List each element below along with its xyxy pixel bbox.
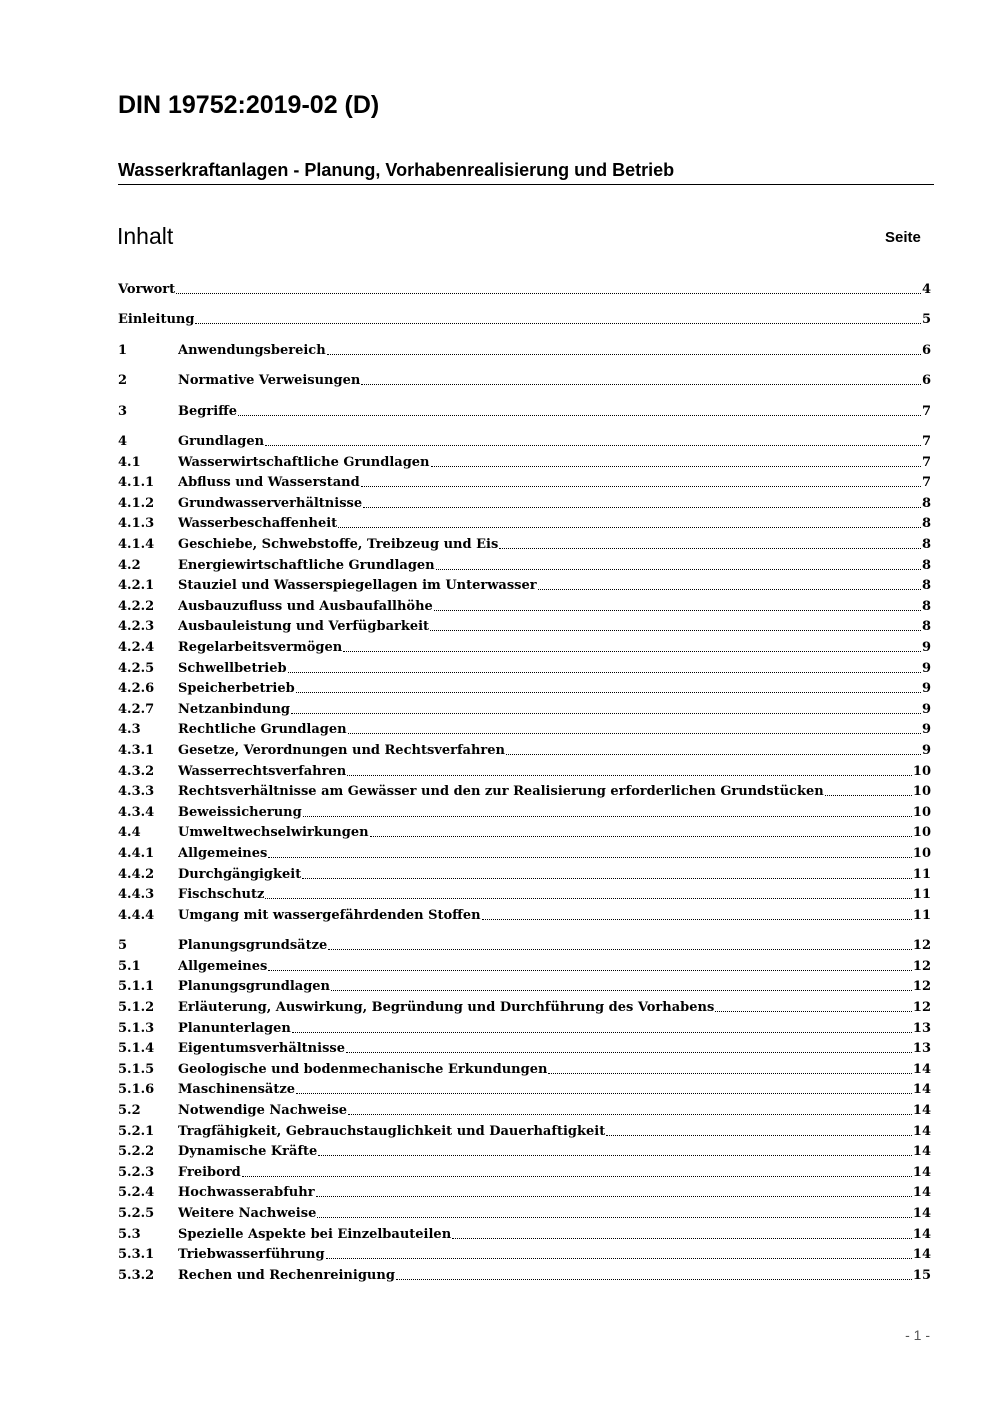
toc-dot-leader: [361, 383, 921, 385]
toc-entry[interactable]: [118, 1080, 931, 1100]
toc-entry-title: Beweissicherung: [178, 804, 302, 820]
toc-entry-page: 8: [921, 537, 931, 552]
toc-entry-number: 4.2.6: [118, 681, 155, 697]
toc-entry-page: 7: [921, 454, 931, 470]
toc-entry-number: 4.3: [118, 722, 141, 738]
toc-dot-leader: [363, 506, 921, 508]
toc-entry-number: 5.2.2: [118, 1144, 155, 1160]
toc-entry-number: 4.4.2: [118, 866, 155, 882]
toc-entry-page: 14: [912, 1185, 931, 1201]
toc-entry-page: 14: [912, 1061, 931, 1077]
toc-dot-leader: [296, 691, 921, 693]
toc-entry[interactable]: [118, 803, 931, 823]
toc-dot-leader: [548, 1072, 911, 1074]
toc-entry[interactable]: [118, 720, 931, 740]
toc-entry-title: Hochwasserabfuhr: [178, 1185, 315, 1201]
toc-entry[interactable]: [118, 679, 931, 699]
toc-entry-page: 13: [912, 1041, 931, 1057]
toc-entry[interactable]: [118, 638, 931, 658]
toc-entry-title: Geologische und bodenmechanische Erkundungen: [178, 1061, 548, 1077]
toc-entry-number: 5.1.5: [118, 1061, 155, 1077]
toc-dot-leader: [242, 1175, 912, 1177]
toc-entry-number: 4.1.3: [118, 516, 155, 532]
toc-entry-title: Planungsgrundsätze: [178, 938, 328, 954]
toc-dot-leader: [434, 609, 921, 611]
toc-entry[interactable]: [118, 1060, 931, 1080]
toc-dot-leader: [268, 856, 912, 858]
toc-entry-page: 14: [912, 1226, 931, 1242]
toc-dot-leader: [292, 1031, 912, 1033]
toc-entry-title: Weitere Nachweise: [178, 1206, 317, 1221]
toc-entry-title: Grundwasserverhältnisse: [178, 495, 363, 511]
toc-entry-title: Planungsgrundlagen: [178, 979, 331, 995]
toc-entry[interactable]: [118, 936, 931, 956]
toc-entry-title: Allgemeines: [178, 846, 268, 861]
toc-entry-title: Ausbauzufluss und Ausbaufallhöhe: [178, 598, 433, 614]
document-title: DIN 19752:2019-02 (D): [118, 91, 380, 119]
toc-entry-title: Regelarbeitsvermögen: [178, 640, 343, 655]
toc-entry-number: 4.2.2: [118, 598, 155, 614]
toc-dot-leader: [606, 1134, 912, 1136]
toc-entry-title: Allgemeines: [178, 958, 268, 974]
toc-entry-title: Umweltwechselwirkungen: [178, 825, 369, 841]
toc-dot-leader: [328, 948, 912, 950]
toc-dot-leader: [346, 1051, 912, 1053]
toc-entry-page: 11: [912, 887, 931, 903]
toc-entry-number: 5.1.1: [118, 979, 155, 995]
toc-entry-title: Gesetze, Verordnungen und Rechtsverfahren: [178, 743, 505, 758]
toc-entry-title: Umgang mit wassergefährdenden Stoffen: [178, 907, 481, 923]
toc-entry-number: 5.1: [118, 958, 141, 974]
toc-entry-page: 9: [921, 722, 931, 738]
toc-dot-leader: [343, 650, 921, 652]
toc-dot-leader: [338, 526, 921, 528]
toc-dot-leader: [499, 547, 921, 549]
toc-dot-leader: [370, 835, 912, 837]
toc-entry-title: Normative Verweisungen: [178, 373, 361, 389]
toc-entry-title: Freibord: [178, 1164, 241, 1180]
toc-entry[interactable]: [118, 659, 931, 679]
toc-entry-number: 5.2: [118, 1103, 141, 1118]
toc-dot-leader: [316, 1195, 912, 1197]
toc-dot-leader: [348, 1113, 912, 1115]
toc-dot-leader: [396, 1278, 912, 1280]
toc-entry-page: 11: [912, 866, 931, 882]
toc-entry-title: Begriffe: [178, 403, 238, 419]
toc-entry-title: Anwendungsbereich: [178, 342, 326, 358]
toc-entry-page: 11: [912, 907, 931, 923]
toc-entry[interactable]: [118, 782, 931, 802]
toc-entry-page: 6: [921, 342, 931, 358]
toc-dot-leader: [326, 1257, 912, 1259]
toc-entry-number: 4.4: [118, 825, 141, 841]
toc-entry-number: 4.4.3: [118, 887, 155, 903]
toc-entry-page: 14: [912, 1164, 931, 1180]
toc-entry-title: Planunterlagen: [178, 1020, 291, 1036]
toc-entry[interactable]: [118, 906, 931, 926]
page-column-label: Seite: [885, 229, 921, 246]
toc-dot-leader: [317, 1216, 912, 1218]
toc-entry-page: 5: [921, 312, 931, 328]
toc-entry[interactable]: [118, 597, 931, 617]
toc-entry[interactable]: [118, 1183, 931, 1203]
toc-entry[interactable]: [118, 1019, 931, 1039]
toc-entry-page: 14: [912, 1247, 931, 1263]
toc-dot-leader: [303, 815, 912, 817]
toc-entry-page: 10: [912, 846, 931, 861]
toc-entry-title: Fischschutz: [178, 887, 265, 903]
toc-entry-title: Abfluss und Wasserstand: [178, 475, 360, 491]
toc-entry-page: 9: [921, 743, 931, 758]
toc-dot-leader: [265, 897, 912, 899]
toc-entry-number: 5.2.1: [118, 1123, 155, 1139]
toc-dot-leader: [238, 414, 921, 416]
toc-entry[interactable]: [118, 453, 931, 473]
toc-entry-number: 4.1.1: [118, 475, 155, 491]
toc-entry-page: 10: [912, 825, 931, 841]
toc-entry[interactable]: [118, 556, 931, 576]
toc-entry-page: 7: [921, 403, 931, 419]
toc-entry-number: 4.2.5: [118, 660, 155, 676]
toc-entry-page: 14: [912, 1082, 931, 1098]
toc-entry-page: 6: [921, 373, 931, 389]
toc-entry[interactable]: [118, 865, 931, 885]
toc-entry-page: 7: [921, 434, 931, 449]
toc-entry-title: Vorwort: [118, 282, 176, 297]
toc-entry-title: Durchgängigkeit: [178, 866, 302, 882]
toc-entry[interactable]: [118, 700, 931, 720]
toc-dot-leader: [327, 353, 921, 355]
toc-entry[interactable]: [118, 1142, 931, 1162]
toc-entry-page: 8: [921, 495, 931, 511]
toc-entry-title: Notwendige Nachweise: [178, 1103, 348, 1118]
toc-entry[interactable]: [118, 1225, 931, 1245]
toc-entry-page: 14: [912, 1206, 931, 1221]
toc-entry-title: Erläuterung, Auswirkung, Begründung und Durchführung des Vorhabens: [178, 1000, 715, 1015]
toc-dot-leader: [482, 918, 912, 920]
toc-entry-page: 4: [921, 282, 931, 297]
toc-entry[interactable]: [118, 1266, 931, 1286]
toc-entry-number: 5.2.3: [118, 1164, 155, 1180]
toc-entry-title: Tragfähigkeit, Gebrauchstauglichkeit und Dauerhaftigkeit: [178, 1123, 606, 1139]
toc-entry-number: 2: [118, 373, 128, 389]
toc-entry-number: 4.3.2: [118, 763, 155, 779]
toc-entry-page: 8: [921, 516, 931, 532]
toc-entry-page: 10: [912, 784, 931, 800]
toc-entry-page: 8: [921, 557, 931, 573]
toc-entry[interactable]: [118, 341, 931, 361]
toc-entry[interactable]: [118, 310, 931, 330]
toc-entry[interactable]: [118, 844, 931, 864]
toc-entry-number: 4.4.4: [118, 907, 155, 923]
toc-entry-number: 4.3.1: [118, 743, 155, 758]
toc-dot-leader: [347, 774, 912, 776]
toc-dot-leader: [538, 588, 921, 590]
toc-entry-title: Eigentumsverhältnisse: [178, 1041, 345, 1057]
toc-entry-number: 4.2.7: [118, 701, 155, 717]
toc-entry[interactable]: [118, 402, 931, 422]
toc-dot-leader: [361, 485, 921, 487]
toc-dot-leader: [331, 989, 912, 991]
toc-entry[interactable]: [118, 823, 931, 843]
toc-entry[interactable]: [118, 977, 931, 997]
toc-entry-page: 12: [912, 979, 931, 995]
toc-entry-number: 5.1.3: [118, 1020, 155, 1036]
toc-dot-leader: [176, 292, 921, 294]
toc-entry-number: 5.2.5: [118, 1206, 155, 1221]
document-subtitle: Wasserkraftanlagen - Planung, Vorhabenrealisierung und Betrieb: [118, 158, 934, 185]
toc-entry-number: 4.2: [118, 557, 141, 573]
toc-entry[interactable]: [118, 885, 931, 905]
toc-dot-leader: [268, 969, 912, 971]
page-number-footer: - 1 -: [905, 1327, 930, 1343]
toc-entry[interactable]: [118, 1122, 931, 1142]
toc-entry[interactable]: [118, 535, 931, 555]
toc-entry[interactable]: [118, 473, 931, 493]
toc-entry-page: 14: [912, 1144, 931, 1160]
toc-entry-number: 4.2.1: [118, 578, 155, 594]
toc-entry[interactable]: [118, 762, 931, 782]
toc-dot-leader: [195, 322, 921, 324]
toc-entry[interactable]: [118, 280, 931, 300]
toc-dot-leader: [265, 444, 921, 446]
toc-dot-leader: [506, 753, 921, 755]
toc-entry-page: 8: [921, 619, 931, 635]
toc-entry-title: Rechtliche Grundlagen: [178, 722, 347, 738]
toc-entry-number: 4: [118, 434, 128, 449]
toc-entry-page: 9: [921, 681, 931, 697]
toc-dot-leader: [431, 465, 921, 467]
toc-entry-number: 5.2.4: [118, 1185, 155, 1201]
toc-entry-page: 14: [912, 1103, 931, 1118]
toc-entry-number: 5.1.6: [118, 1082, 155, 1098]
toc-entry-page: 9: [921, 640, 931, 655]
toc-entry-title: Maschinensätze: [178, 1082, 296, 1098]
toc-entry-title: Ausbauleistung und Verfügbarkeit: [178, 619, 430, 635]
toc-entry-page: 10: [912, 763, 931, 779]
toc-entry[interactable]: [118, 1163, 931, 1183]
toc-entry[interactable]: [118, 957, 931, 977]
toc-entry-number: 4.2.4: [118, 640, 155, 655]
toc-entry-page: 8: [921, 598, 931, 614]
toc-entry-number: 1: [118, 342, 128, 358]
toc-entry-page: 14: [912, 1123, 931, 1139]
toc-entry[interactable]: [118, 432, 931, 452]
toc-dot-leader: [715, 1010, 912, 1012]
toc-entry-title: Triebwasserführung: [178, 1247, 325, 1263]
toc-dot-leader: [825, 794, 912, 796]
toc-entry[interactable]: [118, 494, 931, 514]
toc-entry-page: 10: [912, 804, 931, 820]
toc-entry-number: 4.4.1: [118, 846, 155, 861]
toc-entry-title: Dynamische Kräfte: [178, 1144, 318, 1160]
toc-dot-leader: [302, 877, 912, 879]
toc-entry[interactable]: [118, 576, 931, 596]
toc-dot-leader: [318, 1154, 912, 1156]
toc-entry-number: 4.3.4: [118, 804, 155, 820]
toc-entry-title: Geschiebe, Schwebstoffe, Treibzeug und Eis: [178, 537, 499, 552]
toc-entry-title: Rechtsverhältnisse am Gewässer und den zur Realisierung erforderlichen Grundstücken: [178, 784, 824, 800]
toc-dot-leader: [296, 1092, 912, 1094]
toc-entry-title: Energiewirtschaftliche Grundlagen: [178, 557, 435, 573]
toc-entry-number: 5.3: [118, 1226, 141, 1242]
toc-entry[interactable]: [118, 1245, 931, 1265]
toc-entry-number: 5.3.2: [118, 1267, 155, 1283]
toc-entry-number: 4.1.2: [118, 495, 155, 511]
toc-entry-title: Stauziel und Wasserspiegellagen im Unterwasser: [178, 578, 537, 594]
toc-entry[interactable]: [118, 617, 931, 637]
toc-entry-title: Speicherbetrieb: [178, 681, 295, 697]
toc-entry-number: 4.1.4: [118, 537, 155, 552]
toc-entry-page: 15: [912, 1267, 931, 1283]
toc-dot-leader: [348, 732, 921, 734]
toc-entry-title: Wasserrechtsverfahren: [178, 763, 347, 779]
toc-entry[interactable]: [118, 998, 931, 1018]
toc-dot-leader: [436, 568, 921, 570]
toc-entry[interactable]: [118, 741, 931, 761]
toc-entry-page: 9: [921, 660, 931, 676]
toc-entry-page: 9: [921, 701, 931, 717]
toc-heading: Inhalt: [117, 223, 174, 249]
toc-entry-number: 5: [118, 938, 128, 954]
toc-entry-title: Grundlagen: [178, 434, 265, 449]
toc-entry-number: 5.3.1: [118, 1247, 155, 1263]
toc-entry-number: 3: [118, 403, 128, 419]
toc-entry-number: 4.2.3: [118, 619, 155, 635]
toc-entry-page: 12: [912, 1000, 931, 1015]
toc-entry-number: 5.1.4: [118, 1041, 155, 1057]
toc-entry-title: Einleitung: [118, 312, 195, 328]
toc-dot-leader: [430, 629, 921, 631]
toc-entry-title: Schwellbetrieb: [178, 660, 287, 676]
toc-entry-number: 4.3.3: [118, 784, 155, 800]
toc-dot-leader: [452, 1237, 912, 1239]
toc-entry-title: Wasserwirtschaftliche Grundlagen: [178, 454, 430, 470]
toc-dot-leader: [288, 671, 921, 673]
toc-entry-page: 8: [921, 578, 931, 594]
toc-entry-title: Rechen und Rechenreinigung: [178, 1267, 395, 1283]
toc-dot-leader: [291, 712, 921, 714]
toc-entry-page: 7: [921, 475, 931, 491]
toc-entry-page: 12: [912, 958, 931, 974]
toc-entry-page: 13: [912, 1020, 931, 1036]
toc-entry[interactable]: [118, 514, 931, 534]
toc-entry[interactable]: [118, 1101, 931, 1121]
toc-entry-number: 5.1.2: [118, 1000, 155, 1015]
toc-entry-page: 12: [912, 938, 931, 954]
toc-entry-title: Spezielle Aspekte bei Einzelbauteilen: [178, 1226, 452, 1242]
toc-entry[interactable]: [118, 371, 931, 391]
toc-entry-number: 4.1: [118, 454, 141, 470]
toc-entry[interactable]: [118, 1039, 931, 1059]
toc-entry-title: Netzanbindung: [178, 701, 290, 717]
toc-entry[interactable]: [118, 1204, 931, 1224]
toc-entry-title: Wasserbeschaffenheit: [178, 516, 338, 532]
